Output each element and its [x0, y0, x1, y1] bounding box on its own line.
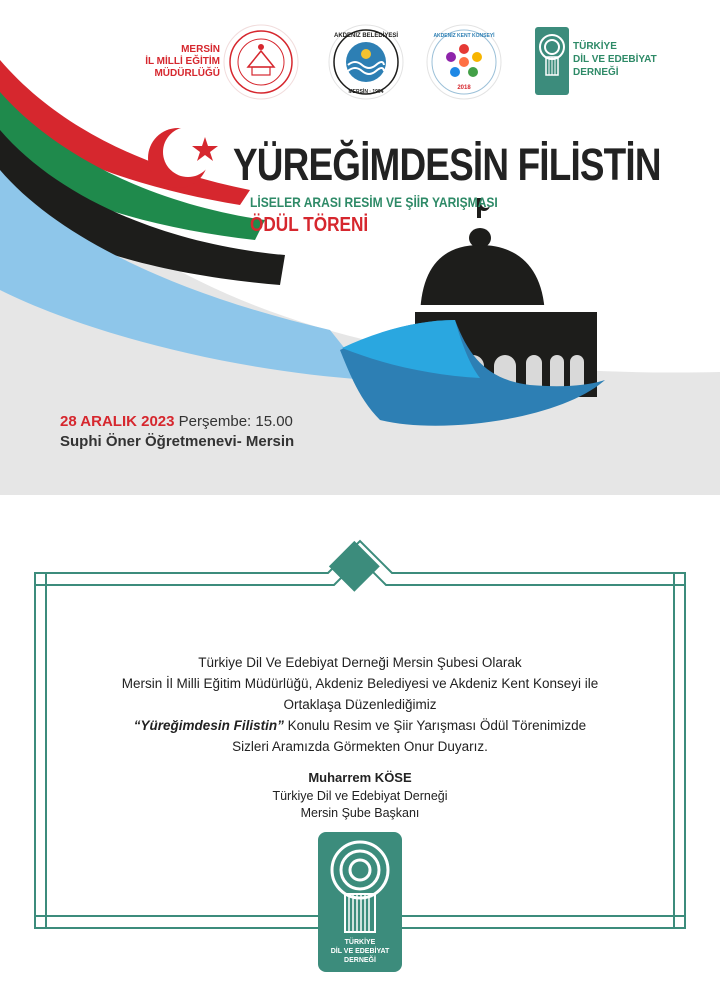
event-venue: Suphi Öner Öğretmenevi- Mersin: [60, 433, 295, 450]
invitation-line2: Mersin İl Milli Eğitim Müdürlüğü, Akdeniz Belediyesi ve Akdeniz Kent Konseyi ile: [121, 676, 599, 691]
meb-seal-icon: [222, 23, 300, 101]
frame-diamond: [329, 541, 380, 592]
event-subtitle: LİSELER ARASI RESİM VE ŞİİR YARIŞMASI: [250, 194, 498, 210]
event-date-line: [60, 413, 293, 430]
tdedd-line2: DİL VE EDEBİYAT: [573, 54, 657, 65]
kent-konseyi-year: 2018: [457, 85, 471, 91]
meb-line3: MÜDÜRLÜĞÜ: [154, 68, 220, 79]
event-ceremony: ÖDÜL TÖRENİ: [250, 214, 369, 236]
invitation-emphasis: “Yüreğimdesin Filistin”: [133, 718, 284, 733]
bottom-logo-label: [320, 938, 400, 965]
invitation-line5: Sizleri Aramızda Görmekten Onur Duyarız.: [232, 739, 488, 754]
signer-block: [60, 769, 660, 822]
tdedd-logo-icon: [535, 27, 569, 95]
meb-label: [128, 44, 220, 80]
akdeniz-seal-bottom-text: MERSİN · 1994: [348, 89, 384, 95]
invitation-text: [60, 652, 660, 757]
invitation-line4-rest: Konulu Resim ve Şiir Yarışması Ödül Törenimizde: [283, 718, 587, 733]
akdeniz-seal-top-text: AKDENİZ BELEDİYESİ: [333, 33, 399, 39]
signer-name: Muharrem KÖSE: [308, 770, 412, 785]
event-title: YÜREĞİMDESİN FİLİSTİN: [233, 139, 661, 190]
event-time: Perşembe: 15.00: [174, 413, 293, 430]
invitation-line4: [60, 715, 660, 736]
tdedd-line1: TÜRKİYE: [573, 41, 617, 52]
signer-title: Mersin Şube Başkanı: [300, 806, 420, 820]
signer-org: Türkiye Dil ve Edebiyat Derneği: [272, 789, 448, 803]
invitation-line1: Türkiye Dil Ve Edebiyat Derneği Mersin Şubesi Olarak: [198, 655, 522, 670]
tdedd-line3: DERNEĞİ: [573, 67, 619, 78]
bottom-logo-line3: DERNEĞİ: [344, 957, 376, 964]
bottom-logo-line1: TÜRKİYE: [344, 939, 376, 946]
event-date: 28 ARALIK 2023: [60, 413, 175, 430]
meb-line1: MERSİN: [181, 44, 220, 55]
kent-konseyi-seal-icon: [425, 23, 503, 101]
kent-konseyi-top-text: AKDENİZ KENT KONSEYİ: [433, 33, 495, 39]
meb-line2: İL MİLLİ EĞİTİM: [145, 56, 220, 67]
invitation-line3: Ortaklaşa Düzenlediğimiz: [283, 697, 437, 712]
akdeniz-belediyesi-seal-icon: [327, 23, 405, 101]
tdedd-label: [573, 40, 657, 79]
bottom-logo-line2: DİL VE EDEBİYAT: [330, 948, 390, 955]
